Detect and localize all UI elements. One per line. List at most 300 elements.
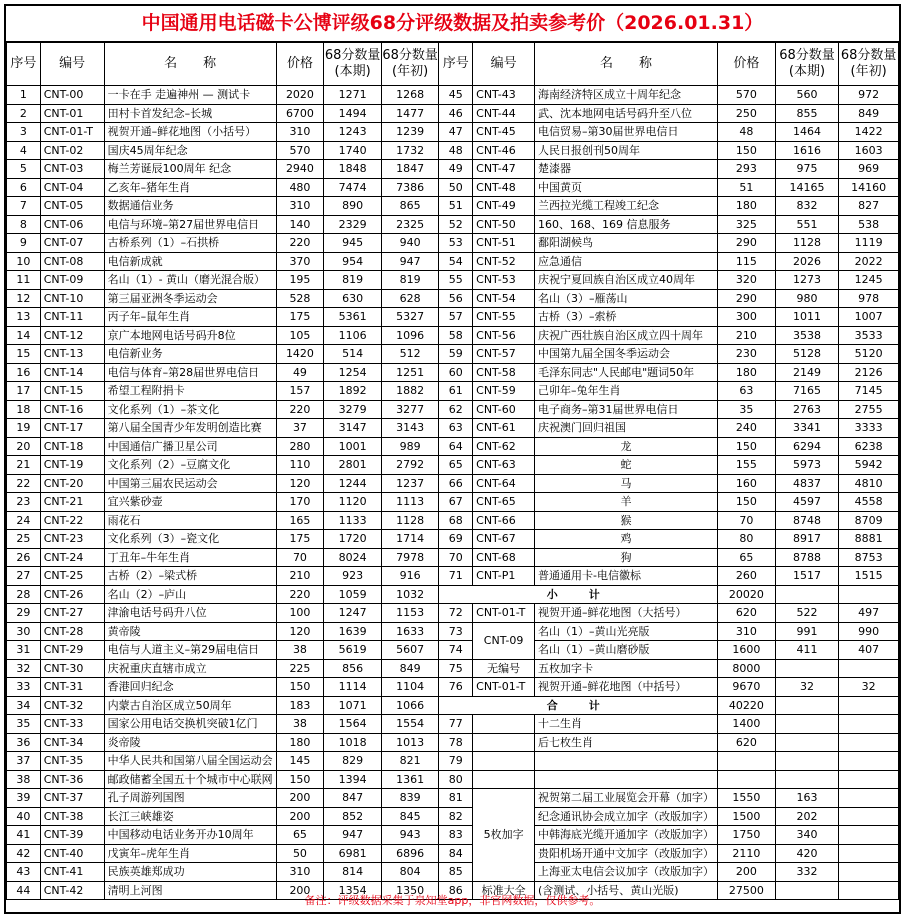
row-price: 38 — [276, 641, 324, 660]
row-price: 65 — [718, 548, 776, 567]
row-name: 电信与环境–第27届世界电信日 — [104, 215, 276, 234]
row-name: 第八届全国青少年发明创造比赛 — [104, 419, 276, 438]
row-count-now: 2026 — [775, 252, 839, 271]
row-code: CNT-63 — [473, 456, 535, 475]
row-seq: 22 — [7, 474, 41, 493]
row-price: 1400 — [718, 715, 776, 734]
row-price: 2110 — [718, 844, 776, 863]
row-count-start: 1882 — [381, 382, 439, 401]
row-count-start: 4558 — [839, 493, 899, 512]
row-price: 48 — [718, 123, 776, 142]
row-seq: 71 — [439, 567, 473, 586]
row-count-now: 852 — [324, 807, 382, 826]
row-seq: 29 — [7, 604, 41, 623]
row-seq: 80 — [439, 770, 473, 789]
row-count-start: 943 — [381, 826, 439, 845]
header-count-now: 68分数量 (本期) — [775, 43, 839, 86]
row-code: CNT-52 — [473, 252, 535, 271]
row-price: 1750 — [718, 826, 776, 845]
row-code — [473, 733, 535, 752]
table-row — [7, 752, 899, 771]
row-name: 宜兴紫砂壶 — [104, 493, 276, 512]
row-count-start: 628 — [381, 289, 439, 308]
row-name: 丙子年–鼠年生肖 — [104, 308, 276, 327]
row-count-start: 6238 — [839, 437, 899, 456]
row-name: 电信新成就 — [104, 252, 276, 271]
row-seq: 32 — [7, 659, 41, 678]
row-price: 200 — [276, 881, 324, 900]
row-code: CNT-60 — [473, 400, 535, 419]
row-name: 五枚加字卡 — [535, 659, 718, 678]
row-code: CNT-44 — [473, 104, 535, 123]
row-seq: 37 — [7, 752, 41, 771]
row-price: 150 — [718, 493, 776, 512]
row-name: 祝贺第二届工业展览会开幕（加字） — [535, 789, 718, 808]
row-count-now: 2149 — [775, 363, 839, 382]
row-code: CNT-05 — [40, 197, 104, 216]
row-count-start — [839, 844, 899, 863]
row-code: CNT-19 — [40, 456, 104, 475]
row-code: CNT-24 — [40, 548, 104, 567]
row-code: CNT-17 — [40, 419, 104, 438]
row-count-now — [775, 733, 839, 752]
row-count-start: 1104 — [381, 678, 439, 697]
row-count-start: 2755 — [839, 400, 899, 419]
row-seq: 31 — [7, 641, 41, 660]
row-code: CNT-30 — [40, 659, 104, 678]
row-seq: 35 — [7, 715, 41, 734]
row-count-now: 980 — [775, 289, 839, 308]
row-seq: 81 — [439, 789, 473, 808]
row-price: 2940 — [276, 160, 324, 179]
row-count-now: 1616 — [775, 141, 839, 160]
row-count-start: 4810 — [839, 474, 899, 493]
row-count-now: 1740 — [324, 141, 382, 160]
table-row — [7, 400, 899, 419]
row-count-start: 5327 — [381, 308, 439, 327]
row-name: 一卡在手 走遍神州 — 测试卡 — [104, 86, 276, 105]
row-seq: 8 — [7, 215, 41, 234]
row-price: 480 — [276, 178, 324, 197]
row-name: 应急通信 — [535, 252, 718, 271]
row-seq: 16 — [7, 363, 41, 382]
row-seq: 61 — [439, 382, 473, 401]
row-seq: 50 — [439, 178, 473, 197]
row-count-now: 5619 — [324, 641, 382, 660]
row-seq: 7 — [7, 197, 41, 216]
header-seq: 序号 — [439, 43, 473, 86]
row-price: 290 — [718, 234, 776, 253]
row-price: 260 — [718, 567, 776, 586]
row-name: 戊寅年–虎年生肖 — [104, 844, 276, 863]
row-count-start: 989 — [381, 437, 439, 456]
row-count-now: 3279 — [324, 400, 382, 419]
row-seq: 49 — [439, 160, 473, 179]
row-name: 古桥（2）–梁式桥 — [104, 567, 276, 586]
row-count-now: 163 — [775, 789, 839, 808]
row-count-now: 5361 — [324, 308, 382, 327]
row-count-now: 975 — [775, 160, 839, 179]
row-count-start: 8881 — [839, 530, 899, 549]
row-price: 180 — [276, 733, 324, 752]
row-seq: 57 — [439, 308, 473, 327]
row-count-now: 522 — [775, 604, 839, 623]
row-count-start: 1633 — [381, 622, 439, 641]
row-seq: 67 — [439, 493, 473, 512]
row-code: CNT-06 — [40, 215, 104, 234]
row-count-now: 8748 — [775, 511, 839, 530]
row-code: CNT-45 — [473, 123, 535, 142]
table-row — [7, 678, 899, 697]
row-count-start: 5942 — [839, 456, 899, 475]
row-code: CNT-01-T — [473, 604, 535, 623]
row-name: 十二生肖 — [535, 715, 718, 734]
row-price: 105 — [276, 326, 324, 345]
row-name: 京广本地网电话号码升8位 — [104, 326, 276, 345]
row-name: 邮政储蓄全国五十个城市中心联网 — [104, 770, 276, 789]
row-count-start — [839, 770, 899, 789]
row-count-start: 32 — [839, 678, 899, 697]
row-seq: 20 — [7, 437, 41, 456]
row-seq: 55 — [439, 271, 473, 290]
row-code: CNT-49 — [473, 197, 535, 216]
row-price: 170 — [276, 493, 324, 512]
row-code: CNT-20 — [40, 474, 104, 493]
row-code: CNT-31 — [40, 678, 104, 697]
row-price: 145 — [276, 752, 324, 771]
row-seq: 65 — [439, 456, 473, 475]
row-name: 武、沈本地网电话号码升至八位 — [535, 104, 718, 123]
row-price: 1550 — [718, 789, 776, 808]
row-price: 63 — [718, 382, 776, 401]
row-name: 庆祝宁夏回族自治区成立40周年 — [535, 271, 718, 290]
row-count-now: 411 — [775, 641, 839, 660]
row-seq: 24 — [7, 511, 41, 530]
table-row — [7, 141, 899, 160]
row-name: 中国移动电话业务开办10周年 — [104, 826, 276, 845]
table-row — [7, 604, 899, 623]
row-count-now: 945 — [324, 234, 382, 253]
row-price: 6700 — [276, 104, 324, 123]
row-count-start — [839, 733, 899, 752]
row-name: 古桥（3）–索桥 — [535, 308, 718, 327]
row-count-start: 2022 — [839, 252, 899, 271]
row-count-start: 1847 — [381, 160, 439, 179]
row-name: 己卯年–兔年生肖 — [535, 382, 718, 401]
row-code: CNT-15 — [40, 382, 104, 401]
row-count-start: 1239 — [381, 123, 439, 142]
header-count-start: 68分数量 (年初) — [381, 43, 439, 86]
row-count-now: 855 — [775, 104, 839, 123]
row-count-now: 819 — [324, 271, 382, 290]
row-count-start: 1554 — [381, 715, 439, 734]
row-count-start: 804 — [381, 863, 439, 882]
table-row — [7, 474, 899, 493]
row-count-now: 847 — [324, 789, 382, 808]
row-price: 160 — [718, 474, 776, 493]
row-seq: 48 — [439, 141, 473, 160]
row-price: 210 — [276, 567, 324, 586]
row-code: CNT-28 — [40, 622, 104, 641]
row-count-start: 407 — [839, 641, 899, 660]
row-name: 纪念通讯协会成立加字（改版加字） — [535, 807, 718, 826]
row-code: CNT-64 — [473, 474, 535, 493]
row-seq: 66 — [439, 474, 473, 493]
table-row — [7, 493, 899, 512]
row-code-group: 5枚加字 — [473, 789, 535, 882]
row-count-start: 865 — [381, 197, 439, 216]
row-price: 9670 — [718, 678, 776, 697]
row-count-start: 990 — [839, 622, 899, 641]
table-row — [7, 807, 899, 826]
row-price: 35 — [718, 400, 776, 419]
row-count-start: 3277 — [381, 400, 439, 419]
row-seq: 83 — [439, 826, 473, 845]
row-code: CNT-59 — [473, 382, 535, 401]
row-count-now: 1464 — [775, 123, 839, 142]
row-count-start — [839, 715, 899, 734]
data-table — [6, 42, 899, 900]
table-row — [7, 715, 899, 734]
row-price: 37 — [276, 419, 324, 438]
row-count-now: 551 — [775, 215, 839, 234]
row-count-now: 5128 — [775, 345, 839, 364]
table-row — [7, 511, 899, 530]
row-count-now: 3538 — [775, 326, 839, 345]
row-seq: 47 — [439, 123, 473, 142]
row-seq: 39 — [7, 789, 41, 808]
row-count-start — [839, 659, 899, 678]
row-count-start: 972 — [839, 86, 899, 105]
row-count-start: 1732 — [381, 141, 439, 160]
row-count-start: 3143 — [381, 419, 439, 438]
row-code: CNT-25 — [40, 567, 104, 586]
row-count-now: 1243 — [324, 123, 382, 142]
row-count-start: 1128 — [381, 511, 439, 530]
row-name: 丁丑年–牛年生肖 — [104, 548, 276, 567]
row-code: CNT-36 — [40, 770, 104, 789]
row-count-start: 1032 — [381, 585, 439, 604]
row-code: CNT-51 — [473, 234, 535, 253]
row-seq: 44 — [7, 881, 41, 900]
row-price — [718, 770, 776, 789]
row-seq: 42 — [7, 844, 41, 863]
row-seq: 68 — [439, 511, 473, 530]
row-price: 49 — [276, 363, 324, 382]
row-code: CNT-66 — [473, 511, 535, 530]
row-seq: 70 — [439, 548, 473, 567]
row-count-now: 856 — [324, 659, 382, 678]
row-seq: 59 — [439, 345, 473, 364]
subtotal-blank — [839, 585, 899, 604]
row-price: 310 — [718, 622, 776, 641]
row-price: 180 — [718, 363, 776, 382]
row-count-now: 32 — [775, 678, 839, 697]
row-count-start: 538 — [839, 215, 899, 234]
row-count-start: 1361 — [381, 770, 439, 789]
row-name: 人民日报创刊50周年 — [535, 141, 718, 160]
row-count-start — [839, 789, 899, 808]
row-count-now: 1271 — [324, 86, 382, 105]
row-seq: 19 — [7, 419, 41, 438]
row-seq: 36 — [7, 733, 41, 752]
row-name: 名山（1）- 黄山（磨光混合版） — [104, 271, 276, 290]
row-code: CNT-10 — [40, 289, 104, 308]
row-seq: 4 — [7, 141, 41, 160]
row-count-start: 3333 — [839, 419, 899, 438]
row-name: 乙亥年–猪年生肖 — [104, 178, 276, 197]
row-count-start — [839, 863, 899, 882]
row-count-start: 1477 — [381, 104, 439, 123]
row-name: 中华人民共和国第八届全国运动会 — [104, 752, 276, 771]
row-name: 上海亚太电信会议加字（改版加字） — [535, 863, 718, 882]
row-count-start: 1153 — [381, 604, 439, 623]
header-price: 价格 — [276, 43, 324, 86]
row-code: CNT-16 — [40, 400, 104, 419]
row-name: 雨花石 — [104, 511, 276, 530]
row-name: 炎帝陵 — [104, 733, 276, 752]
row-code: CNT-18 — [40, 437, 104, 456]
row-price: 220 — [276, 234, 324, 253]
row-name: 中国黄页 — [535, 178, 718, 197]
row-name: 马 — [535, 474, 718, 493]
row-price: 1500 — [718, 807, 776, 826]
table-row — [7, 437, 899, 456]
row-code: CNT-46 — [473, 141, 535, 160]
row-count-now — [775, 770, 839, 789]
row-seq: 86 — [439, 881, 473, 900]
row-count-now: 947 — [324, 826, 382, 845]
row-count-now: 1273 — [775, 271, 839, 290]
table-row — [7, 215, 899, 234]
row-count-start: 1066 — [381, 696, 439, 715]
table-row — [7, 86, 899, 105]
row-price: 140 — [276, 215, 324, 234]
row-code: CNT-01 — [40, 104, 104, 123]
row-code: CNT-29 — [40, 641, 104, 660]
row-count-now: 4837 — [775, 474, 839, 493]
row-name: 视贺开通–鲜花地图（中括号） — [535, 678, 718, 697]
row-name: 电子商务–第31届世界电信日 — [535, 400, 718, 419]
row-name: 贵阳机场开通中文加字（改版加字） — [535, 844, 718, 863]
row-seq: 25 — [7, 530, 41, 549]
row-count-start: 1422 — [839, 123, 899, 142]
row-count-now: 6294 — [775, 437, 839, 456]
row-count-now: 3341 — [775, 419, 839, 438]
row-count-start: 821 — [381, 752, 439, 771]
row-seq: 5 — [7, 160, 41, 179]
row-count-start: 849 — [381, 659, 439, 678]
row-code: CNT-53 — [473, 271, 535, 290]
row-seq: 79 — [439, 752, 473, 771]
row-name: 名山（1）–黄山光亮版 — [535, 622, 718, 641]
row-count-now: 420 — [775, 844, 839, 863]
row-seq: 69 — [439, 530, 473, 549]
row-price: 210 — [718, 326, 776, 345]
row-code: CNT-50 — [473, 215, 535, 234]
row-seq: 6 — [7, 178, 41, 197]
subtotal-blank — [775, 585, 839, 604]
row-name: 国庆45周年纪念 — [104, 141, 276, 160]
row-seq: 33 — [7, 678, 41, 697]
row-price: 195 — [276, 271, 324, 290]
row-code: CNT-58 — [473, 363, 535, 382]
table-row — [7, 326, 899, 345]
row-count-start: 1113 — [381, 493, 439, 512]
row-seq: 76 — [439, 678, 473, 697]
row-count-start: 2792 — [381, 456, 439, 475]
row-price: 157 — [276, 382, 324, 401]
row-count-start: 1350 — [381, 881, 439, 900]
row-count-start: 8709 — [839, 511, 899, 530]
row-code: 无编号 — [473, 659, 535, 678]
row-count-now: 202 — [775, 807, 839, 826]
row-name: 民族英雄郑成功 — [104, 863, 276, 882]
row-seq: 30 — [7, 622, 41, 641]
row-code: CNT-56 — [473, 326, 535, 345]
row-count-now: 2801 — [324, 456, 382, 475]
row-seq: 18 — [7, 400, 41, 419]
row-count-now: 8024 — [324, 548, 382, 567]
row-count-start — [839, 826, 899, 845]
header-price: 价格 — [718, 43, 776, 86]
row-price: 325 — [718, 215, 776, 234]
row-name: 文化系列（3）–瓷文化 — [104, 530, 276, 549]
table-row — [7, 548, 899, 567]
table-row — [7, 178, 899, 197]
row-count-now — [775, 752, 839, 771]
row-name: 电信与体育–第28届世界电信日 — [104, 363, 276, 382]
row-price: 293 — [718, 160, 776, 179]
table-row — [7, 197, 899, 216]
row-seq: 27 — [7, 567, 41, 586]
row-count-now: 7165 — [775, 382, 839, 401]
row-name: 龙 — [535, 437, 718, 456]
row-code: CNT-14 — [40, 363, 104, 382]
row-code: CNT-04 — [40, 178, 104, 197]
row-count-now: 8788 — [775, 548, 839, 567]
row-code — [473, 715, 535, 734]
row-price: 2020 — [276, 86, 324, 105]
row-seq: 58 — [439, 326, 473, 345]
row-price: 300 — [718, 308, 776, 327]
row-count-now: 630 — [324, 289, 382, 308]
total-blank — [775, 696, 839, 715]
row-name: 庆祝广西壮族自治区成立四十周年 — [535, 326, 718, 345]
row-code: CNT-09 — [473, 622, 535, 659]
row-code: CNT-67 — [473, 530, 535, 549]
header-count-now: 68分数量 (本期) — [324, 43, 382, 86]
row-count-now: 1059 — [324, 585, 382, 604]
row-code: CNT-22 — [40, 511, 104, 530]
row-count-now: 1106 — [324, 326, 382, 345]
row-code — [473, 752, 535, 771]
table-row — [7, 622, 899, 641]
row-code: CNT-38 — [40, 807, 104, 826]
row-price: 8000 — [718, 659, 776, 678]
row-name: 电信贸易–第30届世界电信日 — [535, 123, 718, 142]
row-count-now — [775, 659, 839, 678]
row-seq: 72 — [439, 604, 473, 623]
row-price: 110 — [276, 456, 324, 475]
row-name: 鸡 — [535, 530, 718, 549]
row-name: 视贺开通–鲜花地图（小括号） — [104, 123, 276, 142]
row-code: CNT-23 — [40, 530, 104, 549]
row-code: CNT-37 — [40, 789, 104, 808]
table-row — [7, 641, 899, 660]
row-code: CNT-65 — [473, 493, 535, 512]
row-name: 羊 — [535, 493, 718, 512]
